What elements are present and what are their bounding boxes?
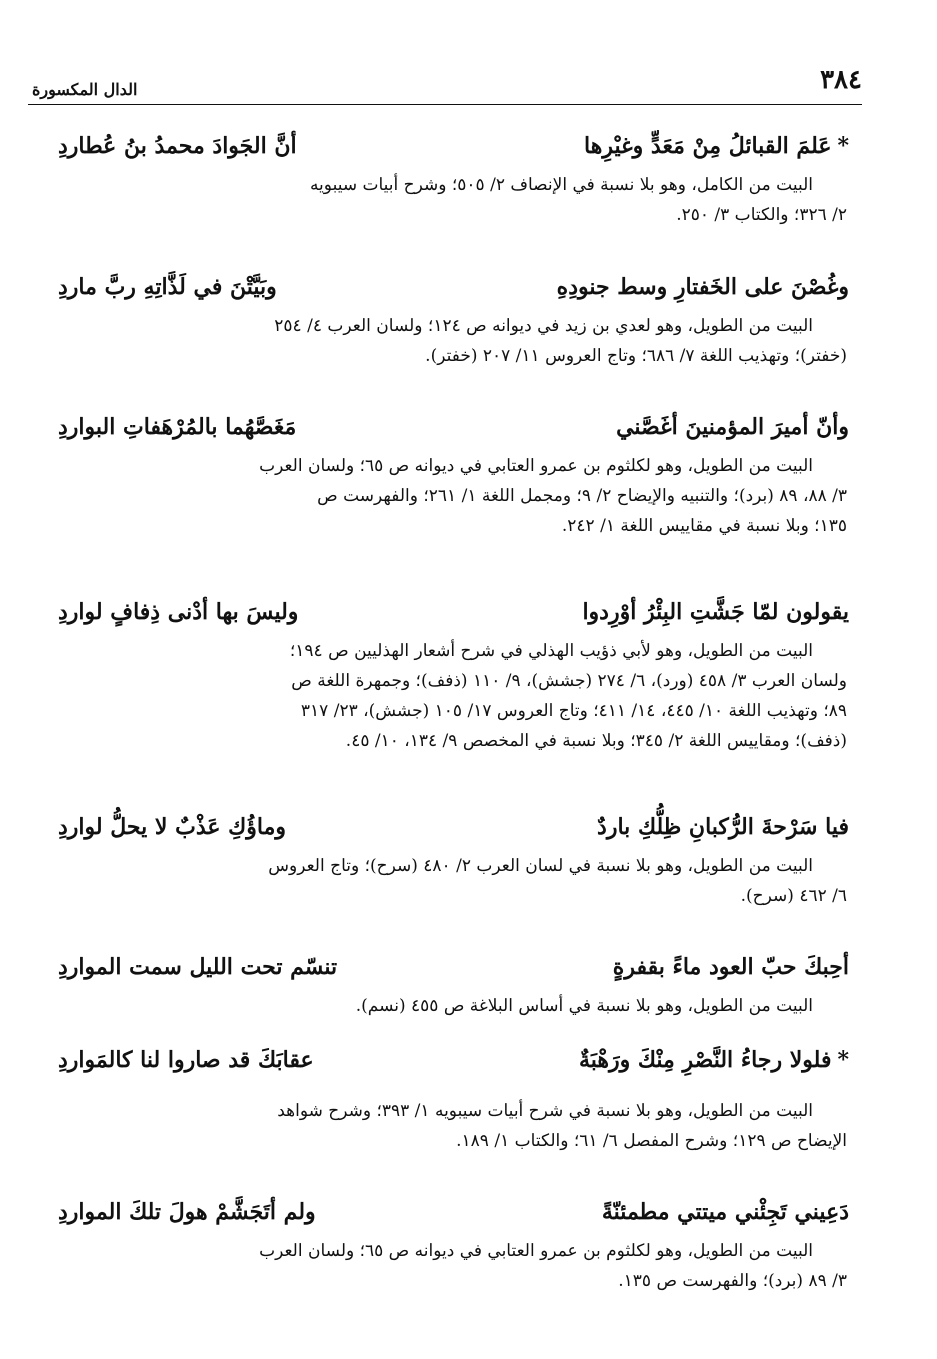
citation-note xyxy=(60,636,847,756)
note-line: البيت من الطويل، وهو لكلثوم بن عمرو العتابي في ديوانه ص ٦٥؛ ولسان العرب xyxy=(259,1241,813,1261)
first-hemistich: فيا سَرْحةَ الرُّكبانِ ظِلُّكِ باردٌ xyxy=(597,814,849,840)
verse-line xyxy=(60,590,847,634)
second-hemistich: وبَيَّتْنَ في لَذَّاتِهِ ربَّ ماردِ xyxy=(58,274,277,300)
second-hemistich: أنَّ الجَوادَ محمدُ بنُ عُطاردِ xyxy=(58,133,297,159)
note-line: ٢/ ٣٢٦؛ والكتاب ٣/ ٢٥٠. xyxy=(676,205,847,225)
verse-line xyxy=(60,1038,847,1082)
note-line: ٦/ ٤٦٢ (سرح). xyxy=(740,886,847,906)
verse-line xyxy=(60,405,847,449)
verse-line xyxy=(60,805,847,849)
verse-entry xyxy=(60,590,847,756)
citation-note xyxy=(60,311,847,371)
page-header xyxy=(28,58,862,105)
note-line: (ذفف)؛ ومقاييس اللغة ٢/ ٣٤٥؛ وبلا نسبة في المخصص ٩/ ١٣٤، ١٠/ ٤٥. xyxy=(345,731,847,751)
second-hemistich: ولم أتَجَشَّمْ هولَ تلكَ المواردِ xyxy=(58,1199,316,1225)
second-hemistich: مَغَصَّهُما بالمُرْهَفاتِ البواردِ xyxy=(58,414,297,440)
page-number: ٣٨٤ xyxy=(820,65,862,95)
note-line: البيت من الطويل، وهو لعدي بن زيد في ديوانه ص ١٢٤؛ ولسان العرب ٤/ ٢٥٤ xyxy=(274,316,813,336)
star-marker: * xyxy=(837,1047,849,1073)
citation-note xyxy=(60,1236,847,1296)
second-hemistich: وماؤُكِ عَذْبٌ لا يحلُّ لواردِ xyxy=(58,814,287,840)
first-hemistich: وغُصْنَ على الخَفتارِ وسط جنودِهِ xyxy=(556,274,849,300)
note-line: (خفتر)؛ وتهذيب اللغة ٧/ ٦٨٦؛ وتاج العروس ١١/ ٢٠٧ (خفتر). xyxy=(425,346,847,366)
note-line: ولسان العرب ٣/ ٤٥٨ (ورد)، ٦/ ٢٧٤ (جشش)، ٩/ ١١٠ (ذفف)؛ وجمهرة اللغة ص xyxy=(291,671,847,691)
verse-line xyxy=(60,945,847,989)
verse-entry xyxy=(60,945,847,1021)
verse-entry xyxy=(60,405,847,541)
note-line: ٣/ ٨٩ (برد)؛ والفهرست ص ١٣٥. xyxy=(618,1271,847,1291)
verse-line xyxy=(60,1190,847,1234)
second-hemistich: تنسّم تحت الليل سمت المواردِ xyxy=(58,954,338,980)
note-line: ٣/ ٨٨، ٨٩ (برد)؛ والتنبيه والإيضاح ٢/ ٩؛ ومجمل اللغة ١/ ٢٦١؛ والفهرست ص xyxy=(317,486,847,506)
first-hemistich: *فلولا رجاءُ النَّصْرِ مِنْكَ ورَهْبَةٌ xyxy=(578,1047,849,1073)
first-hemistich: وأنّ أميرَ المؤمنينَ أغَصَّني xyxy=(616,414,849,440)
citation-note xyxy=(60,991,847,1021)
note-line: البيت من الكامل، وهو بلا نسبة في الإنصاف ٢/ ٥٠٥؛ وشرح أبيات سيبويه xyxy=(309,175,813,195)
running-title: الدال المكسورة xyxy=(32,80,138,99)
note-line: البيت من الطويل، وهو لكلثوم بن عمرو العتابي في ديوانه ص ٦٥؛ ولسان العرب xyxy=(259,456,813,476)
verse-line xyxy=(60,265,847,309)
star-marker: * xyxy=(837,133,849,159)
citation-note xyxy=(60,851,847,911)
first-hemistich: أحِبكَ حبّ العود ماءً بقفرةٍ xyxy=(612,954,849,980)
second-hemistich: وليسَ بها أدْنى ذِفافٍ لواردِ xyxy=(58,599,299,625)
second-hemistich: عقابَكَ قد صاروا لنا كالمَواردِ xyxy=(58,1047,314,1073)
note-line: البيت من الطويل، وهو بلا نسبة في شرح أبيات سيبويه ١/ ٣٩٣؛ وشرح شواهد xyxy=(277,1101,813,1121)
citation-note xyxy=(60,451,847,541)
note-line: البيت من الطويل، وهو بلا نسبة في لسان العرب ٢/ ٤٨٠ (سرح)؛ وتاج العروس xyxy=(268,856,813,876)
verse-entry xyxy=(60,1190,847,1296)
first-hemistich: دَعِيني تَجِئْني ميتتي مطمئنّةً xyxy=(601,1199,849,1225)
note-line: البيت من الطويل، وهو بلا نسبة في أساس البلاغة ص ٤٥٥ (نسم). xyxy=(355,996,813,1016)
verse-entry xyxy=(60,1038,847,1156)
first-hemistich: *عَلمَ القبائلُ مِنْ مَعَدٍّ وغيْرِها xyxy=(584,133,849,159)
verse-entry xyxy=(60,124,847,230)
note-line: ٨٩؛ وتهذيب اللغة ١٠/ ٤٤٥، ١٤/ ٤١١؛ وتاج العروس ١٧/ ١٠٥ (جشش)، ٢٣/ ٣١٧ xyxy=(300,701,847,721)
verse-entry xyxy=(60,265,847,371)
first-hemistich: يقولون لمّا جَشَّتِ البِئْرُ أوْرِدوا xyxy=(582,599,849,625)
citation-note xyxy=(60,170,847,230)
citation-note xyxy=(60,1096,847,1156)
verse-line xyxy=(60,124,847,168)
note-line: الإيضاح ص ١٢٩؛ وشرح المفصل ٦/ ٦١؛ والكتاب ١/ ١٨٩. xyxy=(456,1131,847,1151)
verse-entry xyxy=(60,805,847,911)
note-line: ١٣٥؛ وبلا نسبة في مقاييس اللغة ١/ ٢٤٢. xyxy=(561,516,847,536)
note-line: البيت من الطويل، وهو لأبي ذؤيب الهذلي في شرح أشعار الهذليين ص ١٩٤؛ xyxy=(289,641,813,661)
